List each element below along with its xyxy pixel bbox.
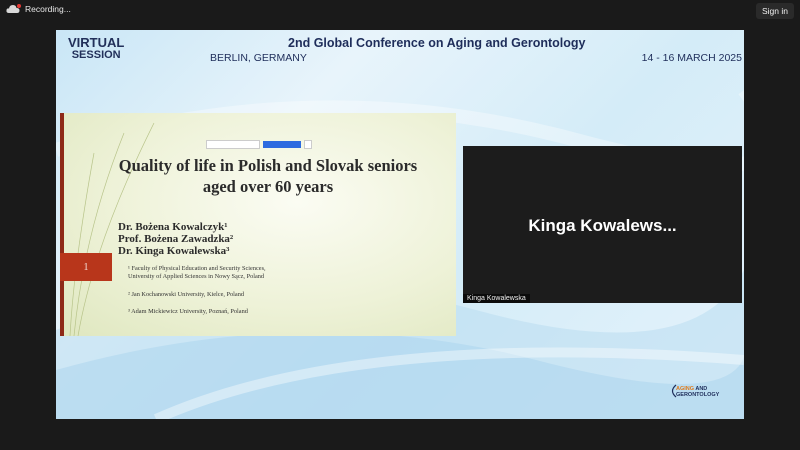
share-toolbar-stop-button[interactable] xyxy=(263,141,301,148)
top-bar xyxy=(0,0,800,24)
shared-slide xyxy=(60,113,456,336)
conference-logo xyxy=(676,386,719,398)
virtual-session-label xyxy=(68,37,124,61)
slide-number: 1 xyxy=(83,261,89,273)
author-3: Dr. Kinga Kowalewska³ xyxy=(118,245,230,257)
participant-name-tag: Kinga Kowalewska xyxy=(463,294,530,303)
affiliation-1 xyxy=(128,265,266,281)
virtual-label: VIRTUAL xyxy=(68,35,125,50)
recording-indicator xyxy=(6,4,71,14)
affiliation-1-line2: University of Applied Sciences in Nowy Sącz, Poland xyxy=(128,273,265,280)
author-1: Dr. Bożena Kowalczyk¹ xyxy=(118,221,228,233)
slide-title-line2: aged over 60 years xyxy=(202,177,334,196)
participant-video-tile[interactable] xyxy=(463,146,742,303)
logo-arc-icon xyxy=(669,384,677,398)
logo-text-and: AND xyxy=(694,386,708,392)
record-dot-icon xyxy=(17,4,21,8)
cloud-icon xyxy=(6,4,20,14)
slide-authors xyxy=(118,221,233,257)
affiliation-1-line1: ¹ Faculty of Physical Education and Security Sciences, xyxy=(128,265,266,272)
logo-text-aging: AGING xyxy=(676,386,695,392)
author-2: Prof. Bożena Zawadzka² xyxy=(118,233,234,245)
conference-stage xyxy=(56,30,744,419)
conference-city: BERLIN, GERMANY xyxy=(210,52,307,64)
logo-text-gerontology: GERONTOLOGY xyxy=(676,392,720,398)
affiliation-3: ³ Adam Mickiewicz University, Poznań, Poland xyxy=(128,308,248,315)
conference-dates: 14 - 16 MARCH 2025 xyxy=(641,52,742,64)
slide-number-box xyxy=(60,253,112,281)
share-toolbar-more-button[interactable] xyxy=(304,140,312,149)
slide-title xyxy=(88,155,448,197)
recording-label: Recording... xyxy=(25,4,71,14)
affiliation-2: ² Jan Kochanowski University, Kielce, Poland xyxy=(128,291,245,298)
slide-title-line1: Quality of life in Polish and Slovak seniors xyxy=(118,156,418,175)
participant-display-name: Kinga Kowalews... xyxy=(528,216,677,235)
sign-in-button[interactable]: Sign in xyxy=(756,3,794,19)
share-toolbar-status xyxy=(206,140,260,149)
conference-title: 2nd Global Conference on Aging and Gerontology xyxy=(288,36,586,50)
session-label: SESSION xyxy=(71,49,121,61)
share-toolbar[interactable] xyxy=(206,140,312,149)
